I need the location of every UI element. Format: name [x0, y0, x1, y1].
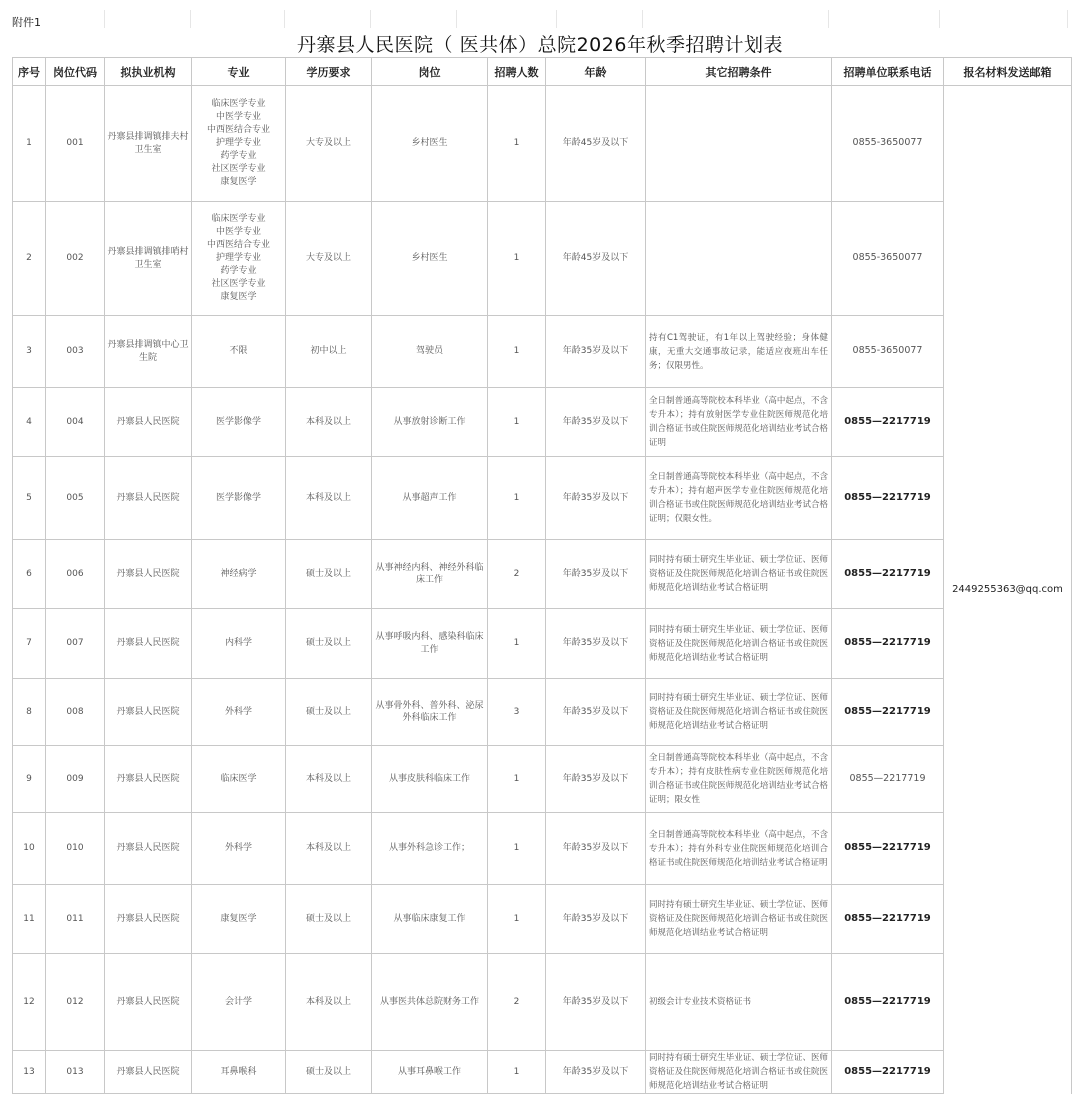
cell-post: 从事放射诊断工作: [372, 388, 488, 457]
cell-no: 11: [13, 885, 46, 954]
cell-code: 002: [46, 202, 105, 316]
cell-count: 1: [488, 885, 546, 954]
cell-phone: 0855—2217719: [832, 885, 944, 954]
table-row: [13, 540, 1072, 609]
table-row: [13, 813, 1072, 885]
cell-major: 外科学: [192, 813, 286, 885]
cell-edu: 硕士及以上: [286, 540, 372, 609]
cell-major: 临床医学专业 中医学专业 中西医结合专业 护理学专业 药学专业 社区医学专业 康复医学: [192, 202, 286, 316]
cell-count: 1: [488, 609, 546, 679]
cell-count: 1: [488, 813, 546, 885]
cell-age: 年龄35岁及以下: [546, 954, 646, 1051]
cell-count: 2: [488, 540, 546, 609]
cell-no: 8: [13, 679, 46, 746]
attachment-label: 附件1: [12, 16, 41, 29]
header-cond: 其它招聘条件: [646, 58, 832, 86]
cell-org: 丹寨县人民医院: [105, 954, 192, 1051]
cell-code: 005: [46, 457, 105, 540]
cell-age: 年龄35岁及以下: [546, 316, 646, 388]
table-row: [13, 388, 1072, 457]
cell-age: 年龄35岁及以下: [546, 540, 646, 609]
cell-edu: 本科及以上: [286, 457, 372, 540]
cell-cond: 持有C1驾驶证，有1年以上驾驶经验；身体健康，无重大交通事故记录，能适应夜班出车任务；仅限男性。: [646, 316, 832, 388]
header-email: 报名材料发送邮箱: [944, 58, 1072, 86]
cell-code: 011: [46, 885, 105, 954]
cell-org: 丹寨县人民医院: [105, 813, 192, 885]
cell-no: 7: [13, 609, 46, 679]
cell-major: 会计学: [192, 954, 286, 1051]
cell-phone: 0855—2217719: [832, 388, 944, 457]
header-major: 专业: [192, 58, 286, 86]
header-post: 岗位: [372, 58, 488, 86]
cell-org: 丹寨县排调镇排哨村卫生室: [105, 202, 192, 316]
table-row: [13, 316, 1072, 388]
cell-cond: 同时持有硕士研究生毕业证、硕士学位证、医师资格证及住院医师规范化培训合格证书或住院医师规范化培训结业考试合格证明: [646, 540, 832, 609]
cell-code: 006: [46, 540, 105, 609]
cell-phone: 0855-3650077: [832, 316, 944, 388]
cell-post: 乡村医生: [372, 202, 488, 316]
cell-org: 丹寨县人民医院: [105, 609, 192, 679]
spreadsheet-top-grid: [104, 10, 1070, 28]
cell-cond: 同时持有硕士研究生毕业证、硕士学位证、医师资格证及住院医师规范化培训合格证书或住院医师规范化培训结业考试合格证明: [646, 1051, 832, 1094]
cell-post: 从事呼吸内科、感染科临床工作: [372, 609, 488, 679]
cell-no: 4: [13, 388, 46, 457]
page-title: 丹寨县人民医院（ 医共体）总院2026年秋季招聘计划表: [297, 34, 783, 56]
cell-phone: 0855—2217719: [832, 609, 944, 679]
header-age: 年龄: [546, 58, 646, 86]
cell-age: 年龄35岁及以下: [546, 457, 646, 540]
cell-cond: [646, 202, 832, 316]
cell-org: 丹寨县排调镇中心卫生院: [105, 316, 192, 388]
cell-major: 外科学: [192, 679, 286, 746]
cell-org: 丹寨县人民医院: [105, 1051, 192, 1094]
cell-phone: 0855—2217719: [832, 813, 944, 885]
header-row: [13, 58, 1072, 86]
cell-org: 丹寨县人民医院: [105, 679, 192, 746]
cell-major: 康复医学: [192, 885, 286, 954]
cell-post: 从事外科急诊工作；: [372, 813, 488, 885]
cell-cond: 同时持有硕士研究生毕业证、硕士学位证、医师资格证及住院医师规范化培训合格证书或住院医师规范化培训结业考试合格证明: [646, 679, 832, 746]
cell-code: 009: [46, 746, 105, 813]
cell-count: 1: [488, 202, 546, 316]
cell-count: 1: [488, 316, 546, 388]
cell-cond: 同时持有硕士研究生毕业证、硕士学位证、医师资格证及住院医师规范化培训合格证书或住院医师规范化培训结业考试合格证明: [646, 609, 832, 679]
cell-post: 从事骨外科、普外科、泌尿外科临床工作: [372, 679, 488, 746]
cell-edu: 大专及以上: [286, 86, 372, 202]
cell-no: 1: [13, 86, 46, 202]
cell-count: 2: [488, 954, 546, 1051]
cell-post: 从事神经内科、神经外科临床工作: [372, 540, 488, 609]
cell-phone: 0855—2217719: [832, 679, 944, 746]
email-cell: 2449255363@qq.com: [944, 86, 1072, 1094]
cell-code: 004: [46, 388, 105, 457]
header-no: 序号: [13, 58, 46, 86]
cell-code: 007: [46, 609, 105, 679]
cell-major: 不限: [192, 316, 286, 388]
cell-post: 从事皮肤科临床工作: [372, 746, 488, 813]
cell-org: 丹寨县人民医院: [105, 885, 192, 954]
cell-major: 临床医学专业 中医学专业 中西医结合专业 护理学专业 药学专业 社区医学专业 康复医学: [192, 86, 286, 202]
cell-post: 从事临床康复工作: [372, 885, 488, 954]
cell-major: 医学影像学: [192, 388, 286, 457]
table-row: [13, 885, 1072, 954]
header-count: 招聘人数: [488, 58, 546, 86]
cell-edu: 硕士及以上: [286, 679, 372, 746]
cell-edu: 大专及以上: [286, 202, 372, 316]
cell-post: 从事超声工作: [372, 457, 488, 540]
cell-org: 丹寨县人民医院: [105, 540, 192, 609]
header-code: 岗位代码: [46, 58, 105, 86]
cell-age: 年龄35岁及以下: [546, 813, 646, 885]
cell-no: 3: [13, 316, 46, 388]
cell-org: 丹寨县人民医院: [105, 388, 192, 457]
cell-age: 年龄35岁及以下: [546, 388, 646, 457]
cell-edu: 初中以上: [286, 316, 372, 388]
cell-phone: 0855—2217719: [832, 746, 944, 813]
table-row: [13, 679, 1072, 746]
cell-major: 医学影像学: [192, 457, 286, 540]
cell-no: 13: [13, 1051, 46, 1094]
cell-no: 2: [13, 202, 46, 316]
cell-major: 临床医学: [192, 746, 286, 813]
cell-org: 丹寨县排调镇排夫村卫生室: [105, 86, 192, 202]
cell-phone: 0855—2217719: [832, 1051, 944, 1094]
cell-cond: [646, 86, 832, 202]
cell-age: 年龄35岁及以下: [546, 679, 646, 746]
header-edu: 学历要求: [286, 58, 372, 86]
table-row: [13, 609, 1072, 679]
cell-code: 013: [46, 1051, 105, 1094]
cell-edu: 本科及以上: [286, 388, 372, 457]
table-row: [13, 202, 1072, 316]
cell-phone: 0855-3650077: [832, 202, 944, 316]
cell-edu: 本科及以上: [286, 954, 372, 1051]
cell-cond: 全日制普通高等院校本科毕业（高中起点，不含专升本）；持有皮肤性病专业住院医师规范化培训合格证书或住院医师规范化培训结业考试合格证明；限女性: [646, 746, 832, 813]
cell-age: 年龄45岁及以下: [546, 86, 646, 202]
cell-major: 耳鼻喉科: [192, 1051, 286, 1094]
cell-count: 1: [488, 457, 546, 540]
cell-code: 003: [46, 316, 105, 388]
cell-cond: 同时持有硕士研究生毕业证、硕士学位证、医师资格证及住院医师规范化培训合格证书或住院医师规范化培训结业考试合格证明: [646, 885, 832, 954]
table-row: [13, 954, 1072, 1051]
cell-age: 年龄35岁及以下: [546, 746, 646, 813]
cell-no: 6: [13, 540, 46, 609]
cell-org: 丹寨县人民医院: [105, 457, 192, 540]
cell-cond: 全日制普通高等院校本科毕业（高中起点，不含专升本）；持有外科专业住院医师规范化培训合格证书或住院医师规范化培训结业考试合格证明: [646, 813, 832, 885]
cell-phone: 0855—2217719: [832, 457, 944, 540]
cell-code: 008: [46, 679, 105, 746]
cell-age: 年龄45岁及以下: [546, 202, 646, 316]
table-row: [13, 457, 1072, 540]
table-row: [13, 746, 1072, 813]
cell-code: 012: [46, 954, 105, 1051]
cell-edu: 硕士及以上: [286, 885, 372, 954]
cell-count: 1: [488, 1051, 546, 1094]
cell-count: 3: [488, 679, 546, 746]
cell-count: 1: [488, 388, 546, 457]
cell-major: 神经病学: [192, 540, 286, 609]
cell-cond: 全日制普通高等院校本科毕业（高中起点，不含专升本）；持有放射医学专业住院医师规范化培训合格证书或住院医师规范化培训结业考试合格证明: [646, 388, 832, 457]
cell-code: 001: [46, 86, 105, 202]
cell-no: 9: [13, 746, 46, 813]
cell-count: 1: [488, 746, 546, 813]
header-phone: 招聘单位联系电话: [832, 58, 944, 86]
cell-no: 12: [13, 954, 46, 1051]
cell-count: 1: [488, 86, 546, 202]
cell-age: 年龄35岁及以下: [546, 1051, 646, 1094]
cell-post: 从事医共体总院财务工作: [372, 954, 488, 1051]
cell-phone: 0855-3650077: [832, 86, 944, 202]
cell-post: 从事耳鼻喉工作: [372, 1051, 488, 1094]
cell-age: 年龄35岁及以下: [546, 885, 646, 954]
cell-phone: 0855—2217719: [832, 540, 944, 609]
cell-edu: 本科及以上: [286, 813, 372, 885]
cell-edu: 硕士及以上: [286, 609, 372, 679]
cell-post: 驾驶员: [372, 316, 488, 388]
cell-code: 010: [46, 813, 105, 885]
cell-no: 10: [13, 813, 46, 885]
cell-edu: 本科及以上: [286, 746, 372, 813]
table-row: [13, 1051, 1072, 1094]
cell-no: 5: [13, 457, 46, 540]
cell-post: 乡村医生: [372, 86, 488, 202]
cell-edu: 硕士及以上: [286, 1051, 372, 1094]
header-org: 拟执业机构: [105, 58, 192, 86]
cell-org: 丹寨县人民医院: [105, 746, 192, 813]
cell-phone: 0855—2217719: [832, 954, 944, 1051]
cell-age: 年龄35岁及以下: [546, 609, 646, 679]
cell-cond: 全日制普通高等院校本科毕业（高中起点，不含专升本）；持有超声医学专业住院医师规范化培训合格证书或住院医师规范化培训结业考试合格证明；仅限女性。: [646, 457, 832, 540]
cell-cond: 初级会计专业技术资格证书: [646, 954, 832, 1051]
cell-major: 内科学: [192, 609, 286, 679]
recruitment-table: [12, 57, 1072, 1094]
table-row: [13, 86, 1072, 202]
